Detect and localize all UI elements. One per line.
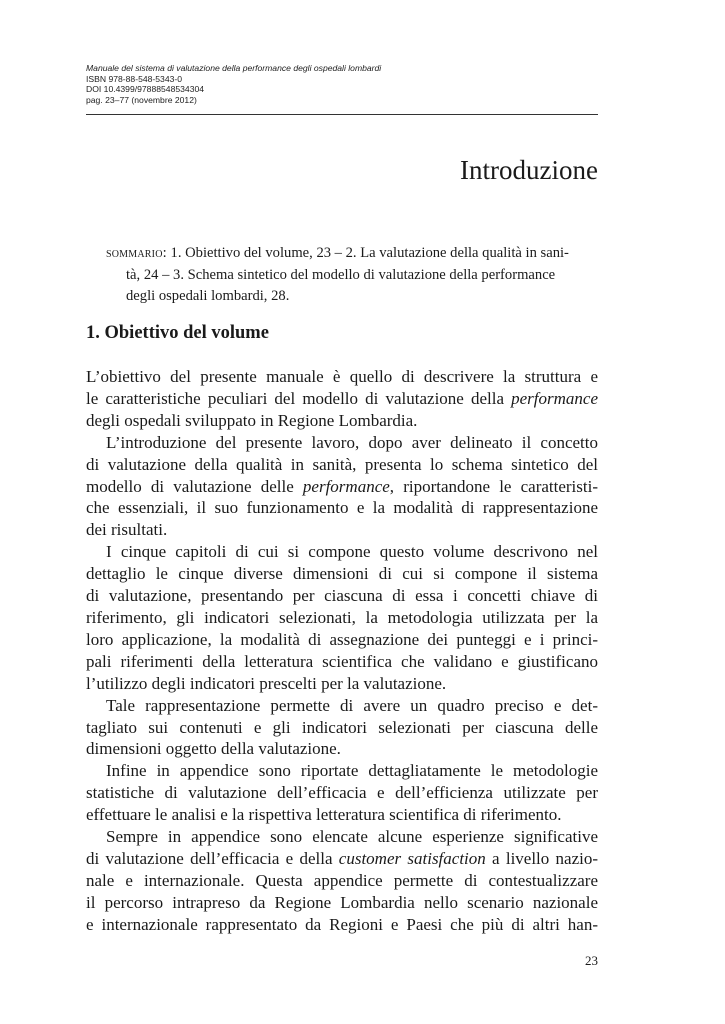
text-line: dimensioni oggetto della valutazione. xyxy=(86,739,341,759)
summary-line-3: degli ospedali lombardi, 28. xyxy=(126,288,290,304)
summary-line-2: tà, 24 – 3. Schema sintetico del modello di valutazione della performance xyxy=(126,266,556,283)
text-line: di valutazione, presentando per ciascuna di essa i concetti chiave di xyxy=(86,586,598,606)
text-line: dei risultati. xyxy=(86,520,168,540)
text-line: nale e internazionale. Questa appendice permette di contestualizzare xyxy=(86,870,598,890)
chapter-title: Introduzione xyxy=(460,155,598,185)
italic-term: performance xyxy=(511,388,598,408)
text-line: statistiche di valutazione dell’efficacia e dell’efficienza utilizzate per xyxy=(86,783,598,803)
text-line: l’utilizzo degli indicatori prescelti per la valutazione. xyxy=(86,673,447,693)
text-line: e internazionale rappresentato da Regioni e Paesi che più di altri han- xyxy=(86,914,598,934)
header-divider xyxy=(86,114,598,115)
text-line: L’obiettivo del presente manuale è quello di descrivere la struttura e xyxy=(86,367,598,386)
text-line: degli ospedali sviluppato in Regione Lombardia. xyxy=(86,410,418,430)
page-range: pag. 23–77 (novembre 2012) xyxy=(86,94,197,105)
text-line: loro applicazione, la modalità di assegnazione dei punteggi e i princi- xyxy=(86,629,598,649)
text-line: dettaglio le cinque diverse dimensioni di cui si compone il sistema xyxy=(86,564,598,584)
publication-metadata xyxy=(86,63,606,105)
text-line: L’introduzione del presente lavoro, dopo aver delineato il concetto xyxy=(106,432,598,452)
isbn: ISBN 978-88-548-5343-0 xyxy=(86,73,183,84)
text-line: I cinque capitoli di cui si compone questo volume descrivono nel xyxy=(106,542,598,562)
text-line: riferimento, gli indicatori selezionati, la metodologia utilizzata per la xyxy=(86,607,598,627)
italic-term: performance xyxy=(302,476,390,496)
text-line: Infine in appendice sono riportate dettagliatamente le metodologie xyxy=(106,761,598,781)
text-line: le caratteristiche peculiari del modello di valutazione della performance xyxy=(86,388,598,408)
text-line: Sempre in appendice sono elencate alcune esperienze significative xyxy=(106,827,598,847)
text-line: che essenziali, il suo funzionamento e la modalità di rappresentazione xyxy=(86,498,598,518)
series-title: Manuale del sistema di valutazione della performance degli ospedali lombardi xyxy=(86,63,382,73)
text-line: tagliato sui contenuti e gli indicatori selezionati per ciascuna delle xyxy=(86,717,598,737)
text-line: modello di valutazione delle performance, riportandone le caratteristi- xyxy=(86,476,599,496)
text-line: Tale rappresentazione permette di avere un quadro preciso e det- xyxy=(106,695,598,715)
italic-term: customer satisfaction xyxy=(338,848,486,868)
text-line: di valutazione della qualità in sanità, presenta lo schema sintetico del xyxy=(86,454,598,474)
summary-label: sommario: xyxy=(106,245,167,261)
text-line: pali riferimenti della letteratura scientifica che validano e giustificano xyxy=(86,651,598,671)
text-line: effettuare le analisi e la rispettiva letteratura scientifica di riferimento. xyxy=(86,805,562,825)
page-number: 23 xyxy=(585,953,598,968)
doi: DOI 10.4399/97888548534304 xyxy=(86,84,205,95)
chapter-summary xyxy=(106,243,584,308)
section-heading: 1. Obiettivo del volume xyxy=(86,323,269,343)
summary-line-1: 1. Obiettivo del volume, 23 – 2. La valutazione della qualità in sani- xyxy=(166,245,569,261)
text-line: di valutazione dell’efficacia e della customer satisfaction a livello nazio- xyxy=(86,848,599,868)
text-line: il percorso intrapreso da Regione Lombardia nello scenario nazionale xyxy=(86,892,598,912)
body-text xyxy=(86,366,598,936)
